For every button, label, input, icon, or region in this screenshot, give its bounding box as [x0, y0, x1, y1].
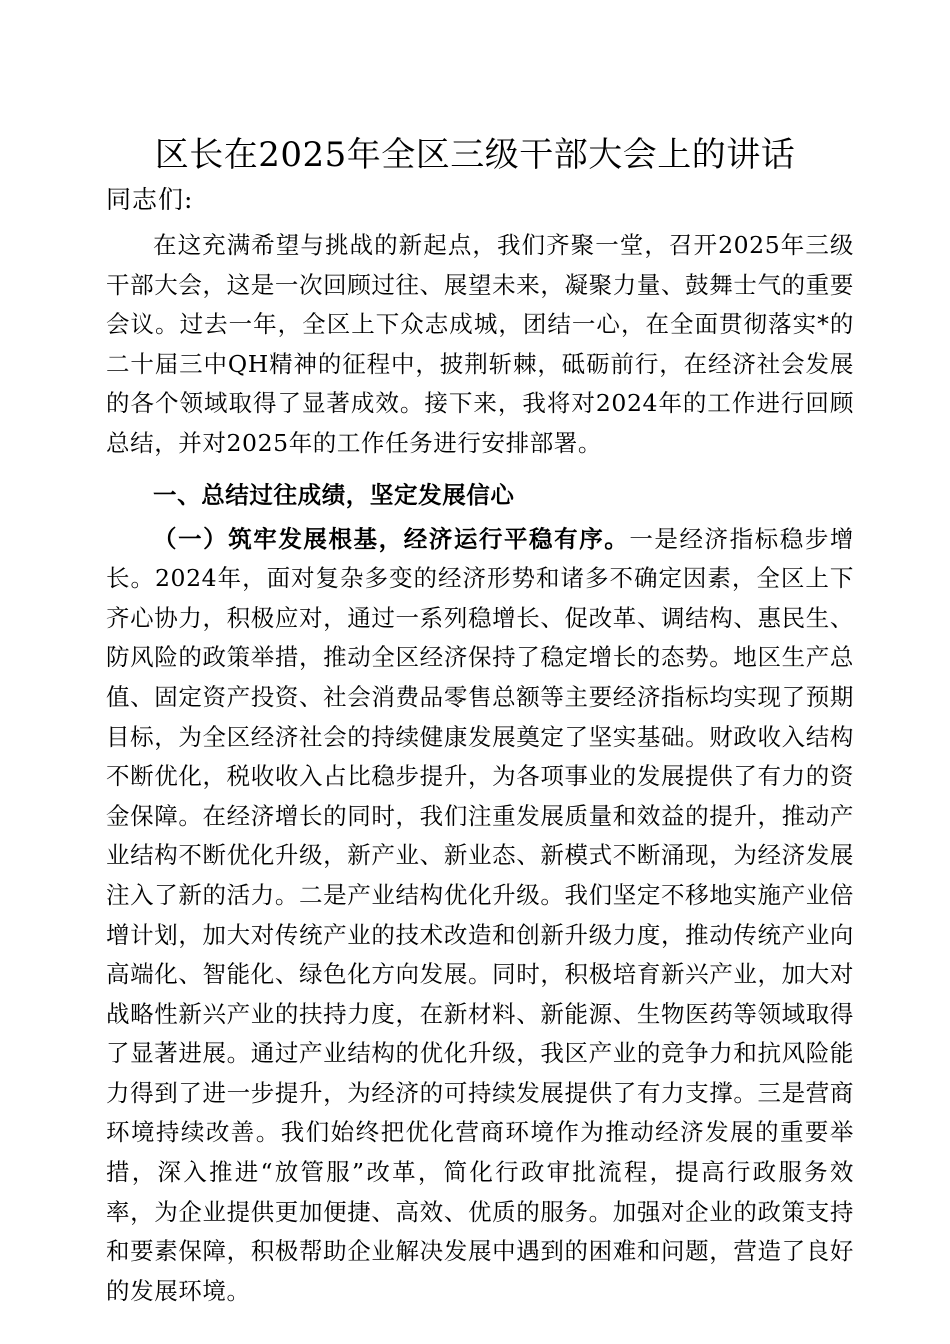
subsection-body: 一是经济指标稳步增长。2024年，面对复杂多变的经济形势和诸多不确定因素，全区上下齐心协力，积极应对，通过一系列稳增长、促改革、调结构、惠民生、防风险的政策举措，推动全区经济保持了稳定增长的态势。地区生产总值、固定资产投资、社会消费品零售总额等主要经济指标均实现了预期目标，为全区经济社会的持续健康发展奠定了坚实基础。财政收入结构不断优化，税收收入占比稳步提升，为各项事业的发展提供了有力的资金保障。在经济增长的同时，我们注重发展质量和效益的提升，推动产业结构不断优化升级，新产业、新业态、新模式不断涌现，为经济发展注入了新的活力。二是产业结构优化升级。我们坚定不移地实施产业倍增计划，加大对传统产业的技术改造和创新升级力度，推动传统产业向高端化、智能化、绿色化方向发展。同时，积极培育新兴产业，加大对战略性新兴产业的扶持力度，在新材料、新能源、生物医药等领域取得了显著进展。通过产业结构的优化升级，我区产业的竞争力和抗风险能力得到了进一步提升，为经济的可持续发展提供了有力支撑。三是营商环境持续改善。我们始终把优化营商环境作为推动经济发展的重要举措，深入推进“放管服”改革，简化行政审批流程，提高行政服务效率，为企业提供更加便捷、高效、优质的服务。加强对企业的政策支持和要素保障，积极帮助企业解决发展中遇到的困难和问题，营造了良好的发展环境。: [106, 524, 854, 1305]
salutation: 同志们:: [106, 185, 194, 214]
subsection-lead: （一）筑牢发展根基，经济运行平稳有序。: [153, 524, 630, 553]
document-title: 区长在2025年全区三级干部大会上的讲话: [154, 135, 796, 175]
intro-paragraph: 在这充满希望与挑战的新起点，我们齐聚一堂，召开2025年三级干部大会，这是一次回顾过往、展望未来，凝聚力量、鼓舞士气的重要会议。过去一年，全区上下众志成城，团结一心，在全面贯彻落实*的二十届三中QH精神的征程中，披荆斩棘，砥砺前行，在经济社会发展的各个领域取得了显著成效。接下来，我将对2024年的工作进行回顾总结，并对2025年的工作任务进行安排部署。: [106, 231, 854, 457]
subsection-paragraph: [106, 520, 854, 1312]
document-body: [106, 226, 854, 1311]
section-heading: 一、总结过往成绩，坚定发展信心: [153, 480, 515, 509]
